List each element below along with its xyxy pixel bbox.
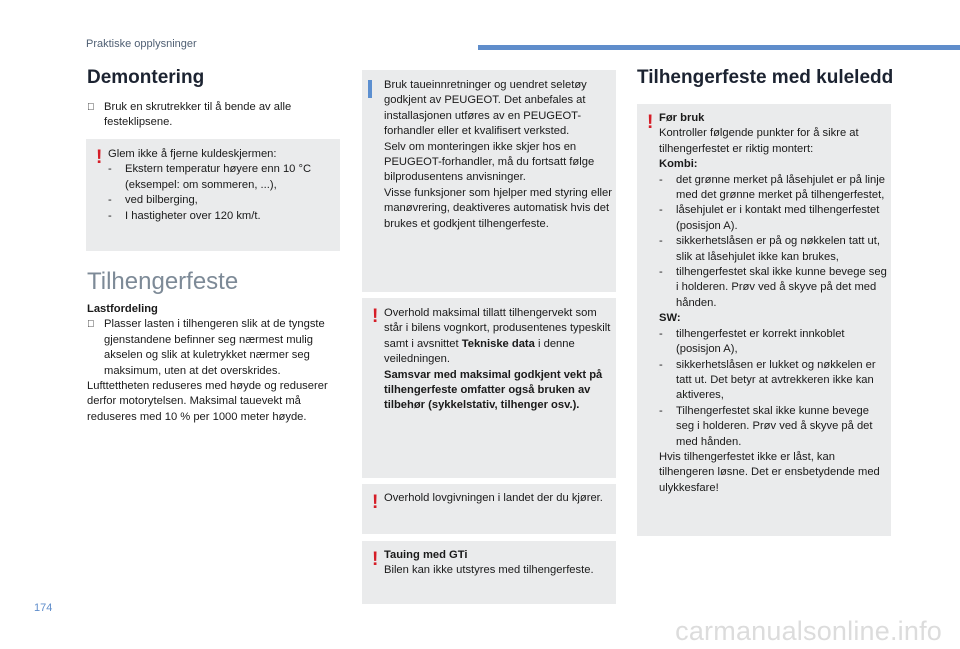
before-use-intro: Kontroller følgende punkter for å sikre at tilhengerfestet er riktig montert: — [659, 127, 859, 155]
warn3-content — [384, 548, 614, 579]
demontering-step — [87, 100, 344, 131]
kuleledd-title: Tilhengerfeste med kuleledd — [637, 67, 894, 88]
sw-list — [659, 327, 889, 450]
warning-max-weight-content — [384, 306, 612, 414]
altitude-paragraph: Lufttettheten reduseres med høyde og reduserer derfor motorytelsen. Maksimal tauevekt må reduseres med 10 % per 1000 meter høyde. — [87, 380, 328, 423]
before-use-content — [659, 111, 889, 496]
list-item: - tilhengerfestet er korrekt innkoblet (posisjon A), — [659, 327, 889, 358]
warning-box-before-use — [637, 104, 891, 536]
warning-icon: ! — [372, 306, 379, 327]
step-marker-icon — [87, 317, 95, 332]
load-subhead: Lastfordeling — [87, 303, 158, 315]
watermark: carmanualsonline.info — [675, 616, 942, 646]
demontering-title: Demontering — [87, 67, 205, 88]
list-item: - Tilhengerfestet skal ikke kunne bevege seg i holderen. Prøv ved å skyve på det med hånden. — [659, 404, 889, 450]
list-item: - sikkerhetslåsen er på og nøkkelen tatt ut, slik at låsehjulet ikke kan brukes, — [659, 234, 889, 265]
section-label: Praktiske opplysninger — [86, 38, 197, 50]
warn3-text: Bilen kan ikke utstyres med tilhengerfeste. — [384, 564, 594, 577]
kombi-list — [659, 173, 889, 312]
load-section — [87, 302, 342, 425]
warning-icon: ! — [96, 147, 103, 168]
info-icon — [368, 80, 372, 98]
warn3-title: Tauing med GTi — [384, 549, 468, 561]
warn1-text-b: i denne veiledningen. — [384, 337, 575, 366]
step-marker-icon — [87, 100, 95, 115]
info-text: Bruk taueinnretninger og uendret seletøy godkjent av PEUGEOT. Det anbefales at installasjonen utføres av en PEUGEOT-forhandler eller et kvalifisert verksted. Selv om monteringen ikke skjer hos en PEUGEOT-forhandler, må du fortsatt følge bilprodusentens anvisninger. Visse funksjoner som hjelper med styring eller manøvrering, deaktiveres automatisk hvis det brukes et godkjent tilhengerfeste. — [384, 79, 612, 230]
kombi-label: Kombi: — [659, 158, 698, 171]
before-use-title: Før bruk — [659, 112, 705, 124]
load-step — [87, 317, 342, 379]
list-item: - Ekstern temperatur høyere enn 10 °C (eksempel: om sommeren, ...), — [108, 162, 334, 193]
demontering-step-text: Bruk en skrutrekker til å bende av alle festeklipsene. — [104, 101, 292, 129]
warn2-text: Overhold lovgivningen i landet der du kjører. — [384, 492, 603, 504]
warning-icon: ! — [372, 492, 379, 513]
sw-label: SW: — [659, 312, 681, 325]
warning-content — [108, 147, 334, 224]
list-item: - ved bilberging, — [108, 193, 334, 208]
warning-list — [108, 162, 334, 224]
info-box-towing-equipment — [362, 70, 616, 292]
warn1-text-a: Overhold maksimal tillatt tilhengervekt som står i bilens vognkort, produsentenes typeskilt samt i avsnittet — [384, 307, 611, 350]
warning-icon: ! — [647, 112, 654, 133]
header-accent-bar — [478, 45, 960, 50]
warning-box-max-weight — [362, 298, 616, 478]
warn1-bold-ref: Tekniske data — [461, 337, 535, 350]
warning-intro: Glem ikke å fjerne kuldeskjermen: — [108, 148, 277, 160]
before-use-outro: Hvis tilhengerfestet ikke er låst, kan tilhengeren løsne. Det er ensbetydende med ulykkesfare! — [659, 450, 880, 494]
page-number: 174 — [34, 602, 53, 614]
warning-icon: ! — [372, 549, 379, 570]
load-step-text: Plasser lasten i tilhengeren slik at de tyngste gjenstandene befinner seg nærmest mulig akselen og slik at kuletrykket nærmer seg maksimum, uten at det overskrides. — [104, 318, 325, 377]
warning-box-gti — [362, 541, 616, 604]
list-item: - I hastigheter over 120 km/t. — [108, 209, 334, 224]
list-item: - det grønne merket på låsehjulet er på linje med det grønne merket på tilhengerfestet, — [659, 173, 889, 204]
tilhengerfeste-title: Tilhengerfeste — [87, 268, 239, 295]
warn1-bold-text: Samsvar med maksimal godkjent vekt på tilhengerfeste omfatter også bruken av tilbehør (sykkelstativ, tilhenger osv.). — [384, 368, 603, 412]
list-item: - låsehjulet er i kontakt med tilhengerfestet (posisjon A). — [659, 203, 889, 234]
warning-box-heat-shield — [86, 139, 340, 251]
list-item: - sikkerhetslåsen er lukket og nøkkelen er tatt ut. Det betyr at avtrekkeren ikke kan aktiveres, — [659, 358, 889, 404]
warning-box-legislation — [362, 484, 616, 534]
list-item: - tilhengerfestet skal ikke kunne bevege seg i holderen. Prøv ved å skyve på det med hånden. — [659, 265, 889, 311]
